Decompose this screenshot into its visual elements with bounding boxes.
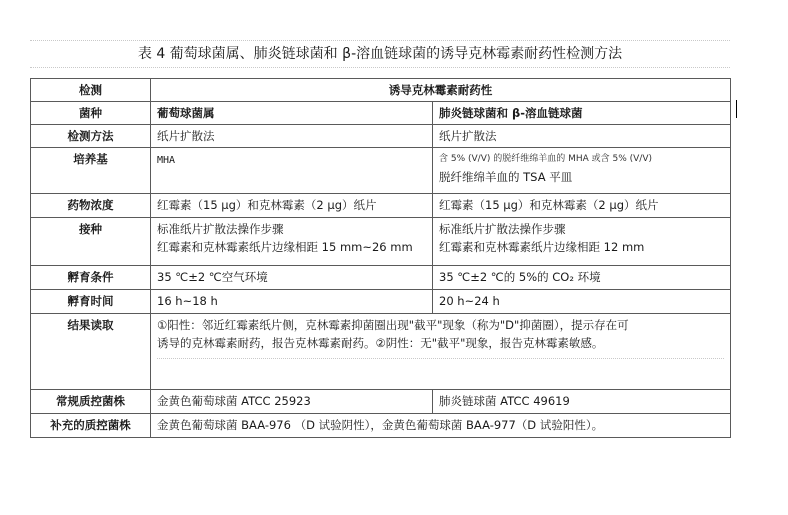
table-row — [31, 266, 731, 290]
cell: 红霉素（15 μg）和克林霉素（2 μg）纸片 — [151, 194, 433, 218]
cell — [433, 148, 731, 194]
row-label: 结果读取 — [31, 314, 151, 390]
cell — [433, 218, 731, 266]
header-value: 诱导克林霉素耐药性 — [151, 79, 731, 102]
cell-line: ①阳性：邻近红霉素纸片侧，克林霉素抑菌圈出现"截平"现象（称为"D"抑菌圈），提示存在可 — [157, 318, 629, 332]
cell-line: 脱纤维绵羊血的 TSA 平皿 — [439, 170, 573, 184]
table-row — [31, 148, 731, 194]
row-label: 补充的质控菌株 — [31, 414, 151, 438]
table-row — [31, 314, 731, 390]
cell-line: 标准纸片扩散法操作步骤 — [157, 222, 284, 236]
cell-line: 红霉素和克林霉素纸片边缘相距 15 mm~26 mm — [157, 240, 413, 254]
cell: 纸片扩散法 — [433, 125, 731, 148]
row-label: 菌种 — [31, 102, 151, 125]
row-label: 孵育时间 — [31, 290, 151, 314]
cell: 肺炎链球菌和 β-溶血链球菌 — [433, 102, 731, 125]
cell: 肺炎链球菌 ATCC 49619 — [433, 390, 731, 414]
cell-line: 含 5% (V/V) 的脱纤维绵羊血的 MHA 或含 5% (V/V) — [439, 154, 653, 164]
table-row — [31, 194, 731, 218]
table-row — [31, 79, 731, 102]
cell: 葡萄球菌属 — [151, 102, 433, 125]
divider — [157, 358, 724, 359]
text-cursor — [736, 100, 737, 118]
table-row — [31, 390, 731, 414]
cell: 35 ℃±2 ℃的 5%的 CO₂ 环境 — [433, 266, 731, 290]
row-label: 接种 — [31, 218, 151, 266]
cell: 纸片扩散法 — [151, 125, 433, 148]
row-label: 检测方法 — [31, 125, 151, 148]
row-label: 药物浓度 — [31, 194, 151, 218]
cell: 金黄色葡萄球菌 BAA-976 （D 试验阴性），金黄色葡萄球菌 BAA-977（D 试验阳性）。 — [151, 414, 731, 438]
row-label: 常规质控菌株 — [31, 390, 151, 414]
table-row — [31, 290, 731, 314]
spec-table — [30, 78, 731, 438]
row-label: 孵育条件 — [31, 266, 151, 290]
cell-line: 标准纸片扩散法操作步骤 — [439, 222, 566, 236]
cell — [151, 314, 731, 390]
cell: 红霉素（15 μg）和克林霉素（2 μg）纸片 — [433, 194, 731, 218]
table-row — [31, 414, 731, 438]
table-row — [31, 125, 731, 148]
cell: 16 h~18 h — [151, 290, 433, 314]
cell-text: MHA — [157, 155, 176, 166]
row-label: 培养基 — [31, 148, 151, 194]
cell: 20 h~24 h — [433, 290, 731, 314]
table-row — [31, 102, 731, 125]
cell: 35 ℃±2 ℃空气环境 — [151, 266, 433, 290]
cell: 金黄色葡萄球菌 ATCC 25923 — [151, 390, 433, 414]
table-row — [31, 218, 731, 266]
header-label: 检测 — [31, 79, 151, 102]
cell — [151, 218, 433, 266]
cell — [151, 148, 433, 194]
cell-line: 红霉素和克林霉素纸片边缘相距 12 mm — [439, 240, 645, 254]
table-title: 表 4 葡萄球菌属、肺炎链球菌和 β-溶血链球菌的诱导克林霉素耐药性检测方法 — [30, 40, 730, 68]
cell-line: 诱导的克林霉素耐药，报告克林霉素耐药。②阴性：无"截平"现象，报告克林霉素敏感。 — [157, 336, 604, 350]
